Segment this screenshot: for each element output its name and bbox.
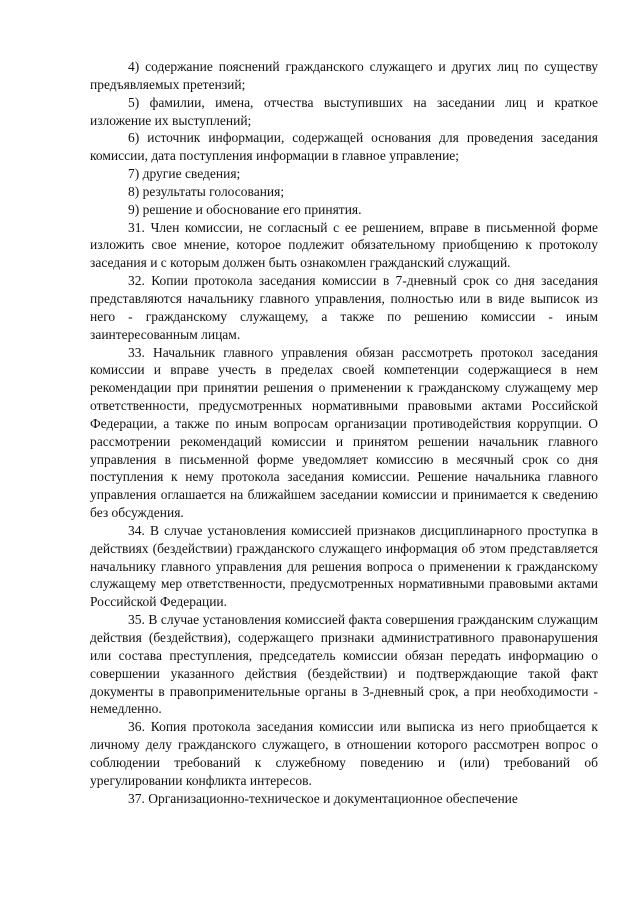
paragraph-32: 32. Копии протокола заседания комиссии в 7-дневный срок со дня заседания представляются начальнику главного управления, полностью или в виде выписок из него - гражданскому служащему, а также по решению комиссии - иным заинтересованным лицам.	[90, 273, 598, 342]
paragraph-37: 37. Организационно-техническое и документационное обеспечение	[128, 790, 518, 806]
paragraph-31: 31. Член комиссии, не согласный с ее решением, вправе в письменной форме изложить свое мнение, которое подлежит обязательному приобщению к протоколу заседания и с которым должен быть ознакомлен гражданский служащий.	[90, 219, 598, 271]
paragraph-item-6: 6) источник информации, содержащей основания для проведения заседания комиссии, дата поступления информации в главное управление;	[90, 130, 598, 164]
paragraph-33: 33. Начальник главного управления обязан рассмотреть протокол заседания комиссии и вправе учесть в пределах своей компетенции содержащиеся в нем рекомендации при принятии решения о применении к гражданскому служащему мер ответственности, предусмотренных нормативными правовыми актами Российской Федерации, а также по иным вопросам организации противодействия коррупции. О рассмотрении рекомендаций комиссии и принятом решении начальник главного управления в письменной форме уведомляет комиссию в месячный срок со дня поступления к нему протокола заседания комиссии. Решение начальника главного управления оглашается на ближайшем заседании комиссии и принимается к сведению без обсуждения.	[90, 344, 598, 521]
paragraph-item-4: 4) содержание пояснений гражданского служащего и других лиц по существу предъявляемых претензий;	[90, 59, 598, 92]
paragraph-35: 35. В случае установления комиссией факта совершения гражданским служащим действия (бездействия), содержащего признаки административного правонарушения или состава преступления, председатель комиссии обязан передать информацию о совершении указанного действия (бездействии) и подтверждающие такой факт документы в правоприменительные органы в 3-дневный срок, а при необходимости - немедленно.	[90, 612, 598, 717]
paragraph-item-5: 5) фамилии, имена, отчества выступивших на заседании лиц и краткое изложение их выступлений;	[90, 94, 598, 128]
document-page	[90, 58, 598, 807]
paragraph-item-7: 7) другие сведения;	[128, 166, 241, 182]
paragraph-item-8: 8) результаты голосования;	[128, 183, 285, 199]
paragraph-34: 34. В случае установления комиссией признаков дисциплинарного проступка в действиях (бездействии) гражданского служащего информация об этом представляется начальнику главного управления для решения вопроса о применении к гражданскому служащему мер ответственности, предусмотренных нормативными правовыми актами Российской Федерации.	[90, 522, 598, 610]
paragraph-36: 36. Копия протокола заседания комиссии или выписка из него приобщается к личному делу гражданского служащего, в отношении которого рассмотрен вопрос о соблюдении требований к служебному поведению и (или) требований об урегулировании конфликта интересов.	[90, 719, 598, 788]
paragraph-item-9: 9) решение и обоснование его принятия.	[128, 201, 362, 217]
